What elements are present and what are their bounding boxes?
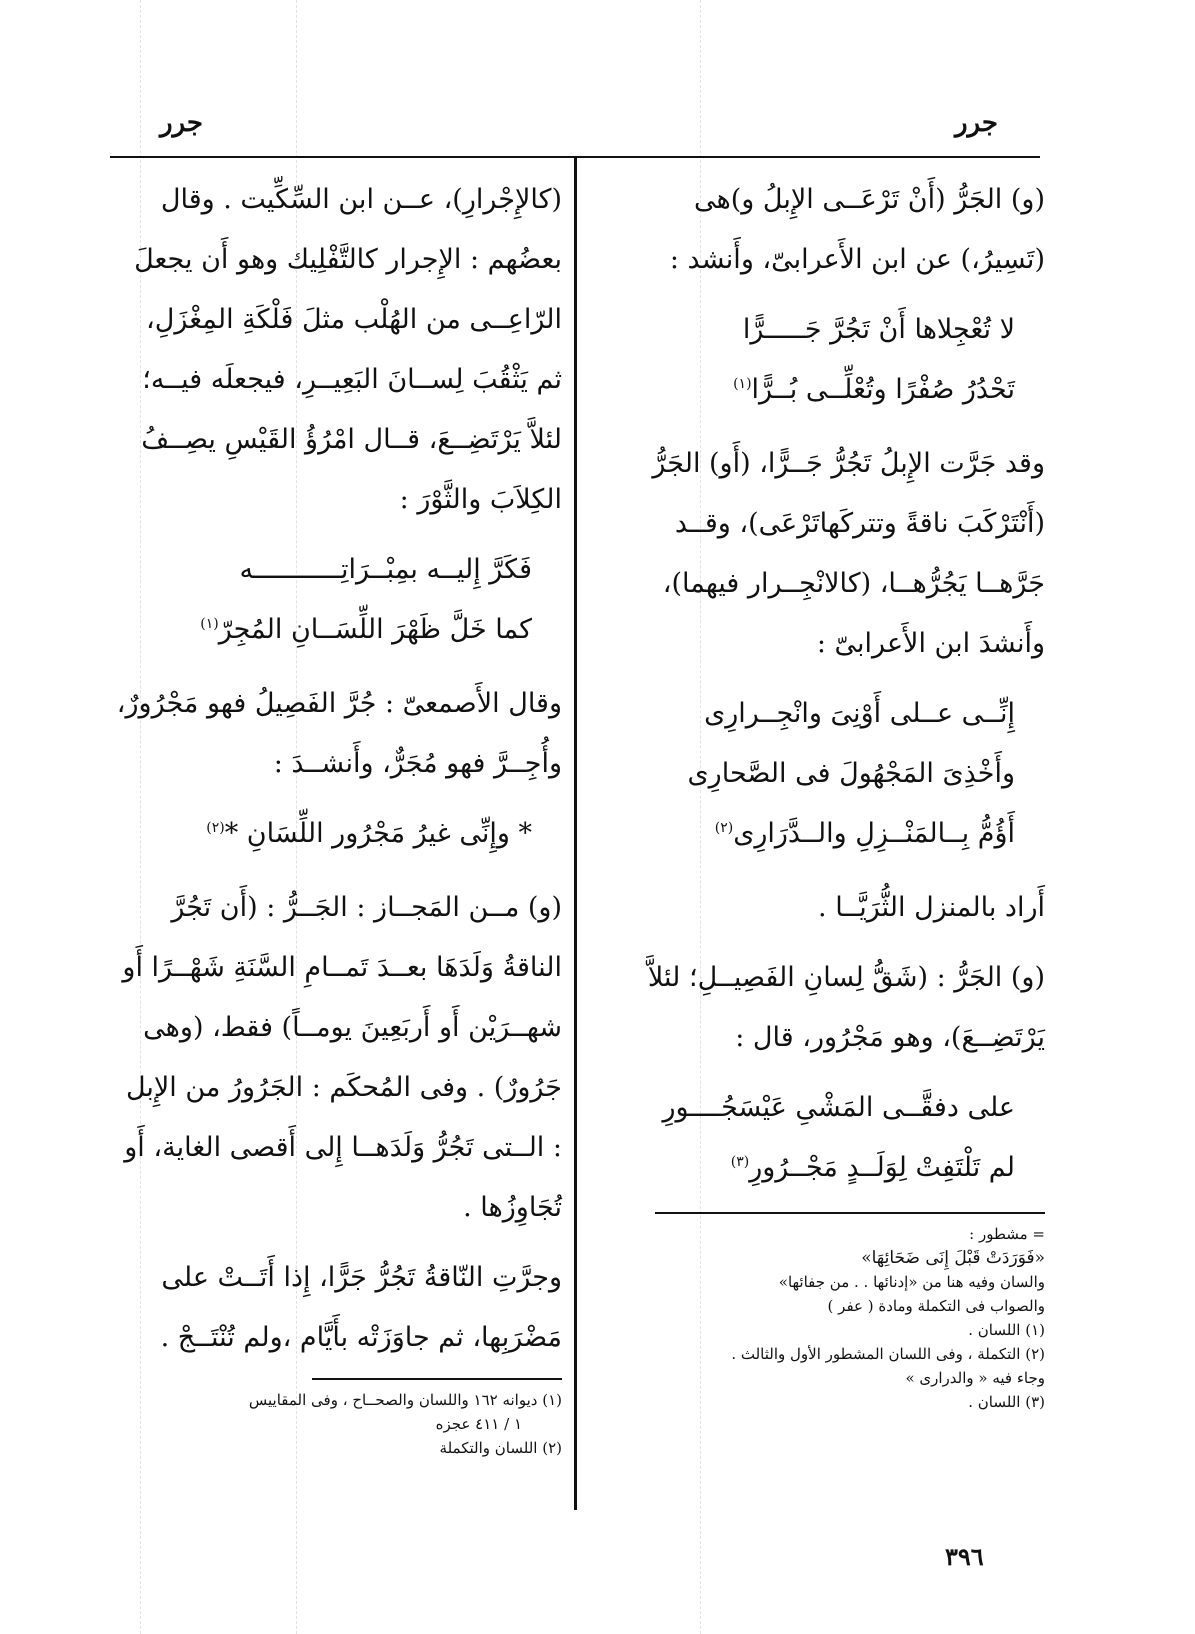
right-footnotes — [605, 1222, 1045, 1414]
verse-line: وأَخْذِىَ المَجْهُولَ فى الصَّحارِى — [687, 758, 1015, 789]
column-divider — [574, 158, 577, 1510]
left-paragraph-1: (كالإِجْرارِ)، عــن ابن السِّكِّيت . وقال بعضُهم : الإِجرار كالتَّفْلِيك وهو أَن يجعلَ الرّاعِــى من الهُلْب مثلَ فَلْكَةِ المِغْزَلِ، ثم يَثْقُبَ لِســانَ البَعِيــرِ، فيجعلَه فيــه؛ لئلاَّ يَرْتَضِــعَ، قــال امْرُؤُ القَيْسِ يصِــفُ الكِلاَبَ والثَّوْرَ : — [134, 184, 562, 515]
header-right: جرر — [955, 108, 998, 138]
footnote-rule — [312, 1378, 562, 1380]
footnote-marker: (٢) — [206, 820, 225, 836]
right-verse-1 — [605, 300, 1015, 420]
footnote-line: «فَوَرَدَتْ قَبْلَ إِنَى ضَحَائِهَا» — [861, 1248, 1045, 1268]
footnote-line: (٢) التكملة ، وفى اللسان المشطور الأول والثالث . — [731, 1345, 1045, 1363]
verse-line: * وإِنِّى غيرُ مَجْرُور اللِّسَانِ *$^{(٢)}$ — [206, 818, 532, 849]
footnote-line: (١) ديوانه ١٦٢ واللسان والصحــاح ، وفى المقاييس — [248, 1391, 562, 1409]
left-paragraph-2: وقال الأَصمعىّ : جُرَّ الفَصِيلُ فهو مَجْرُورٌ، وأُجِــرَّ فهو مُجَرٌّ، وأَنشــدَ : — [116, 688, 562, 779]
footnote-line: ١ / ٤١١ عجزه — [435, 1415, 522, 1433]
right-paragraph-1: (و) الجَرُّ (أَنْ تَرْعَــى الإِبلُ و)هى (تَسِيرُ،) عن ابن الأَعرابىّ، وأَنشد : — [669, 184, 1045, 275]
footnote-line: (٢) اللسان والتكملة — [439, 1439, 562, 1457]
right-column — [605, 170, 1045, 1414]
left-paragraph-4: وجرَّتِ النّاقةُ تَجُرُّ جَرًّا، إِذا أَتَــتْ على مَضْرَبِها، ثم جاوَزَتْه بأَيَّام ،ولم تُنْتَــجْ . — [160, 1262, 562, 1353]
left-footnotes — [112, 1388, 562, 1460]
verse-line: تَحْدُرُ صُفْرًا وتُعْلِّــى بُــرًّا$^{(١)}$ — [733, 374, 1015, 405]
page-number: ٣٩٦ — [945, 1542, 984, 1571]
footnote-marker: (٢) — [714, 820, 734, 836]
verse-line: لا تُعْجِلاها أَنْ تَجُرَّ جَـــــرًّا — [742, 314, 1015, 345]
verse-line: كما خَلَّ ظَهْرَ اللِّسَــانِ المُجِرّ$^{(١)}$ — [200, 614, 532, 645]
right-verse-2 — [605, 684, 1015, 864]
footnote-marker: (١) — [200, 616, 219, 632]
header-left: جرر — [160, 108, 203, 138]
footnote-line: والصواب فى التكملة ومادة ( عفر ) — [827, 1297, 1045, 1315]
footnote-line: = مشطور : — [969, 1225, 1045, 1243]
verse-line: أَؤُمُّ بِــالمَنْــزِلِ والــدَّرَارِى$^{(٢)}$ — [714, 818, 1015, 849]
right-paragraph-2: وقد جَرَّت الإِبلُ تَجُرُّ جَــرًّا، (أَو) الجَرُّ (أَنْتَرْكَبَ ناقةً وتتركَهاتَرْعَى)، وقــد جَرَّهــا يَجُرُّهــا، (كالانْجِــرار فيهما)، وأَنشدَ ابن الأَعرابىّ : — [652, 448, 1045, 659]
verse-line: فَكَرَّ إِليــه بمِبْــرَاتِـــــــــــه — [239, 554, 532, 585]
footnote-line: (١) اللسان . — [968, 1321, 1045, 1339]
left-column — [112, 170, 562, 1460]
left-verse-2 — [112, 804, 532, 864]
left-verse-1 — [112, 540, 532, 660]
left-paragraph-3: (و) مــن المَجــاز : الجَــرُّ : (أَن تَجُرَّ الناقةُ وَلَدَهَا بعــدَ تَمــامِ السَّنَةِ شَهْــرًا أَو شهــرَيْن أَو أَربَعِينَ يومــاً) فقط، (وهى جَرُورٌ) . وفى المُحكَم : الجَرُورُ من الإِبل : الــتى تَجُرُّ وَلَدَهــا إِلى أَقصى الغاية، أَو تُجَاوِزُها . — [122, 892, 562, 1223]
footnote-marker: (٣) — [730, 1154, 750, 1170]
verse-line: لم تَلْتَفِتْ لِوَلَــدٍ مَجْــرُورِ$^{(٣)}$ — [730, 1152, 1015, 1183]
verse-line: على دفقَّــى المَشْىِ عَيْسَجُــــورِ — [662, 1092, 1015, 1123]
footnote-line: والسان وفيه هنا من «إدنائها . . من جفائها» — [778, 1273, 1045, 1291]
right-paragraph-4: (و) الجَرُّ : (شَقُّ لِسانِ الفَصِيــلِ؛ لئلاَّ يَرْتَضِــعَ)، وهو مَجْرُور، قال : — [647, 962, 1045, 1053]
footnote-line: (٣) اللسان . — [968, 1393, 1045, 1411]
footnote-rule — [655, 1212, 1045, 1214]
right-paragraph-3: أَراد بالمنزل الثُّرَيَّــا . — [818, 892, 1045, 923]
footnote-line: وجاء فيه « والدرارى » — [905, 1369, 1045, 1387]
right-verse-3 — [605, 1078, 1015, 1198]
verse-line: إِنِّــى عــلى أَوْنِىَ وانْجِــرارِى — [704, 698, 1015, 729]
footnote-marker: (١) — [733, 376, 752, 392]
